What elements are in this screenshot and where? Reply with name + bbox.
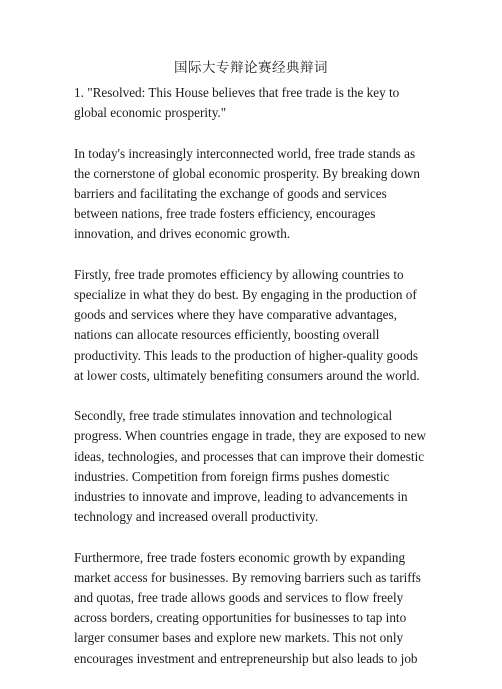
paragraph-growth: Furthermore, free trade fosters economic growth by expanding market access for businesses. By removing barriers such as tariffs and quotas, free trade allows goods and services to flow freely across borders, creating opportunities for businesses to tap into larger consumer bases and explore new markets. This not only encourages investment and entrepreneurship but also leads to job [74, 549, 421, 666]
paragraph-efficiency: Firstly, free trade promotes efficiency by allowing countries to specialize in what they do best. By engaging in the production of goods and services where they have comparative advantages, nations can allocate resources efficiently, boosting overall productivity. This leads to the production of higher-quality goods at lower costs, ultimately benefiting consumers around the world. [74, 266, 420, 383]
document-body [74, 83, 430, 689]
motion-heading: 1. "Resolved: This House believes that free trade is the key to global economic prosperity." [74, 85, 400, 121]
document-title: 国际大专辩论赛经典辩词 [174, 60, 328, 75]
paragraph-intro: In today's increasingly interconnected world, free trade stands as the cornerstone of global economic prosperity. By breaking down barriers and facilitating the exchange of goods and services between nations, free trade fosters efficiency, encourages innovation, and drives economic growth. [74, 145, 420, 242]
paragraph-innovation: Secondly, free trade stimulates innovation and technological progress. When countries engage in trade, they are exposed to new ideas, technologies, and processes that can improve their domestic industries. Competition from foreign firms pushes domestic industries to innovate and improve, leading to advancements in technology and increased overall productivity. [74, 408, 427, 525]
